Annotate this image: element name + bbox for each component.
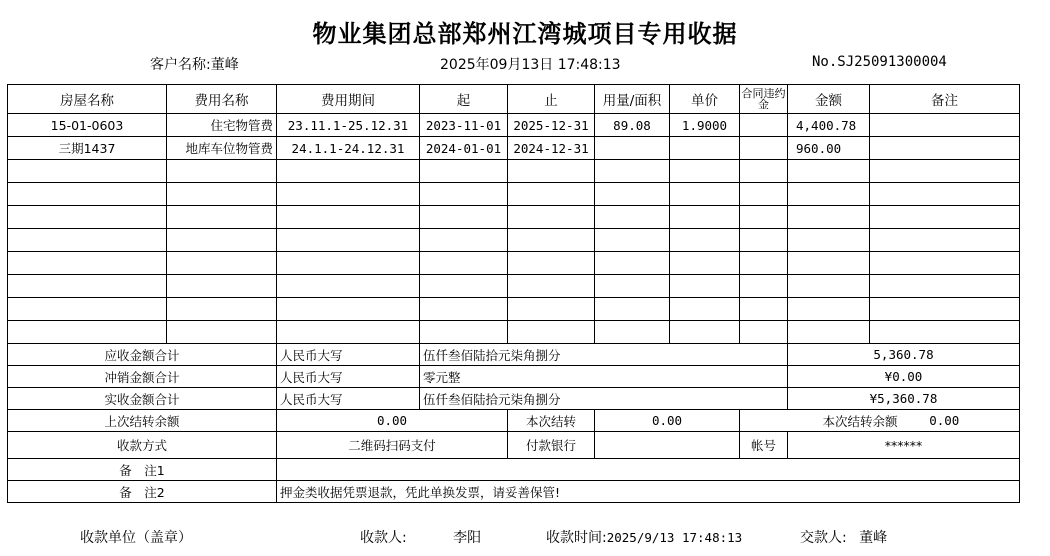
table-row [8, 137, 1020, 160]
col-header-note: 备注 [870, 85, 1020, 114]
end-date-cell [508, 298, 595, 321]
price-cell [670, 321, 740, 344]
table-row [8, 229, 1020, 252]
amount-cell [788, 229, 870, 252]
note-cell [870, 114, 1020, 137]
footer-payee [360, 527, 481, 547]
penalty-cell [740, 252, 788, 275]
receipt-table [7, 84, 1020, 503]
qty-cell: 89.08 [595, 114, 670, 137]
start-date-cell: 2023-11-01 [420, 114, 508, 137]
table-row [8, 206, 1020, 229]
note1-value [277, 459, 1020, 481]
fee-name-cell: 地库车位物管费 [167, 137, 277, 160]
this-transfer-label: 本次结转 [508, 410, 595, 432]
footer-time [546, 527, 742, 547]
this-balance-label-text: 本次结转余额 [822, 413, 898, 429]
price-cell [670, 275, 740, 298]
table-row [8, 298, 1020, 321]
amount-cell [788, 321, 870, 344]
note-cell [870, 275, 1020, 298]
note-cell [870, 229, 1020, 252]
rmb-upper-label: 人民币大写 [277, 388, 420, 410]
qty-cell [595, 160, 670, 183]
balance-row [8, 410, 1020, 432]
price-cell: 1.9000 [670, 114, 740, 137]
house-name-cell: 15-01-0603 [8, 114, 167, 137]
account-label: 帐号 [740, 432, 788, 459]
house-name-cell [8, 275, 167, 298]
penalty-cell [740, 298, 788, 321]
end-date-cell [508, 275, 595, 298]
table-row [8, 183, 1020, 206]
end-date-cell: 2024-12-31 [508, 137, 595, 160]
col-header-start: 起 [420, 85, 508, 114]
receipt-title: 物业集团总部郑州江湾城项目专用收据 [312, 19, 738, 48]
penalty-cell [740, 160, 788, 183]
note-cell [870, 160, 1020, 183]
price-cell [670, 137, 740, 160]
house-name-cell [8, 321, 167, 344]
end-date-cell [508, 229, 595, 252]
note-cell [870, 137, 1020, 160]
note1-row [8, 459, 1020, 481]
receivable-label: 应收金额合计 [8, 344, 277, 366]
end-date-cell [508, 160, 595, 183]
price-cell [670, 229, 740, 252]
offset-label: 冲销金额合计 [8, 366, 277, 388]
payment-method-value: 二维码扫码支付 [277, 432, 508, 459]
amount-cell [788, 206, 870, 229]
end-date-cell [508, 206, 595, 229]
house-name-cell [8, 229, 167, 252]
bank-label: 付款银行 [508, 432, 595, 459]
fee-name-cell [167, 298, 277, 321]
house-name-cell [8, 160, 167, 183]
col-header-price: 单价 [670, 85, 740, 114]
col-header-qty: 用量/面积 [595, 85, 670, 114]
customer-info [150, 54, 239, 74]
note-cell [870, 252, 1020, 275]
start-date-cell [420, 206, 508, 229]
offset-upper: 零元整 [420, 366, 788, 388]
start-date-cell [420, 183, 508, 206]
qty-cell [595, 229, 670, 252]
period-cell [277, 252, 420, 275]
qty-cell [595, 252, 670, 275]
price-cell [670, 206, 740, 229]
bank-value [595, 432, 740, 459]
note-cell [870, 206, 1020, 229]
period-cell [277, 229, 420, 252]
note2-row [8, 481, 1020, 503]
col-header-house: 房屋名称 [8, 85, 167, 114]
time-value: 2025/9/13 17:48:13 [606, 530, 743, 545]
end-date-cell [508, 321, 595, 344]
fee-name-cell [167, 160, 277, 183]
house-name-cell [8, 298, 167, 321]
amount-cell: 960.00 [788, 137, 870, 160]
prev-balance-label: 上次结转余额 [8, 410, 277, 432]
penalty-cell [740, 183, 788, 206]
note-cell [870, 321, 1020, 344]
rmb-upper-label: 人民币大写 [277, 366, 420, 388]
payer-name: 董峰 [859, 530, 888, 546]
note2-value: 押金类收据凭票退款，凭此单换发票，请妥善保管! [277, 481, 1020, 503]
period-cell [277, 183, 420, 206]
qty-cell [595, 275, 670, 298]
penalty-cell [740, 114, 788, 137]
amount-cell [788, 160, 870, 183]
payment-method-label: 收款方式 [8, 432, 277, 459]
col-header-amount: 金额 [788, 85, 870, 114]
price-cell [670, 252, 740, 275]
house-name-cell: 三期1437 [8, 137, 167, 160]
this-transfer-value: 0.00 [595, 410, 740, 432]
payee-name: 李阳 [453, 530, 482, 546]
end-date-cell [508, 252, 595, 275]
fee-name-cell [167, 229, 277, 252]
table-row [8, 275, 1020, 298]
start-date-cell [420, 298, 508, 321]
payee-label: 收款人: [360, 530, 407, 546]
payment-row [8, 432, 1020, 459]
price-cell [670, 183, 740, 206]
note2-label: 备 注2 [8, 481, 277, 503]
house-name-cell [8, 206, 167, 229]
penalty-cell [740, 206, 788, 229]
receipt-datetime: 2025年09月13日 17:48:13 [440, 57, 621, 73]
fee-name-cell [167, 321, 277, 344]
footer-payer [800, 527, 887, 547]
amount-cell [788, 183, 870, 206]
house-name-cell [8, 252, 167, 275]
note-cell [870, 298, 1020, 321]
qty-cell [595, 206, 670, 229]
note-cell [870, 183, 1020, 206]
col-header-fee: 费用名称 [167, 85, 277, 114]
this-balance-label [740, 410, 898, 432]
period-cell [277, 206, 420, 229]
amount-cell [788, 252, 870, 275]
payer-label: 交款人: [800, 530, 847, 546]
table-row [8, 321, 1020, 344]
qty-cell [595, 137, 670, 160]
period-cell [277, 160, 420, 183]
note1-label: 备 注1 [8, 459, 277, 481]
table-row [8, 160, 1020, 183]
start-date-cell [420, 229, 508, 252]
actual-amount: ¥5,360.78 [788, 388, 1020, 410]
price-cell [670, 160, 740, 183]
col-header-end: 止 [508, 85, 595, 114]
period-cell: 24.1.1-24.12.31 [277, 137, 420, 160]
period-cell [277, 321, 420, 344]
actual-label: 实收金额合计 [8, 388, 277, 410]
price-cell [670, 298, 740, 321]
amount-cell: 4,400.78 [788, 114, 870, 137]
fee-name-cell: 住宅物管费 [167, 114, 277, 137]
start-date-cell [420, 252, 508, 275]
start-date-cell [420, 321, 508, 344]
actual-upper: 伍仟叁佰陆拾元柒角捌分 [420, 388, 788, 410]
amount-cell [788, 275, 870, 298]
this-balance-value: 0.00 [870, 410, 1020, 432]
customer-label: 客户名称: [150, 57, 211, 73]
receipt-number: No.SJ25091300004 [812, 54, 947, 70]
start-date-cell [420, 160, 508, 183]
table-header-row [8, 85, 1020, 114]
house-name-cell [8, 183, 167, 206]
fee-name-cell [167, 252, 277, 275]
customer-name: 董峰 [210, 57, 239, 73]
qty-cell [595, 298, 670, 321]
penalty-cell [740, 229, 788, 252]
start-date-cell [420, 275, 508, 298]
offset-amount: ¥0.00 [788, 366, 1020, 388]
qty-cell [595, 183, 670, 206]
period-cell: 23.11.1-25.12.31 [277, 114, 420, 137]
rmb-upper-label: 人民币大写 [277, 344, 420, 366]
qty-cell [595, 321, 670, 344]
offset-row [8, 366, 1020, 388]
prev-balance-value: 0.00 [277, 410, 508, 432]
period-cell [277, 298, 420, 321]
start-date-cell: 2024-01-01 [420, 137, 508, 160]
table-row [8, 114, 1020, 137]
col-header-period: 费用期间 [277, 85, 420, 114]
amount-cell [788, 298, 870, 321]
actual-row [8, 388, 1020, 410]
receivable-row [8, 344, 1020, 366]
footer-unit-label: 收款单位（盖章） [80, 530, 192, 546]
penalty-cell [740, 275, 788, 298]
table-row [8, 252, 1020, 275]
fee-name-cell [167, 183, 277, 206]
col-header-penalty: 合同违约金 [740, 85, 788, 114]
account-value: ****** [788, 432, 1020, 459]
fee-name-cell [167, 275, 277, 298]
end-date-cell: 2025-12-31 [508, 114, 595, 137]
period-cell [277, 275, 420, 298]
receivable-amount: 5,360.78 [788, 344, 1020, 366]
penalty-cell [740, 137, 788, 160]
fee-name-cell [167, 206, 277, 229]
time-label: 收款时间: [546, 530, 607, 546]
receivable-upper: 伍仟叁佰陆拾元柒角捌分 [420, 344, 788, 366]
end-date-cell [508, 183, 595, 206]
penalty-cell [740, 321, 788, 344]
